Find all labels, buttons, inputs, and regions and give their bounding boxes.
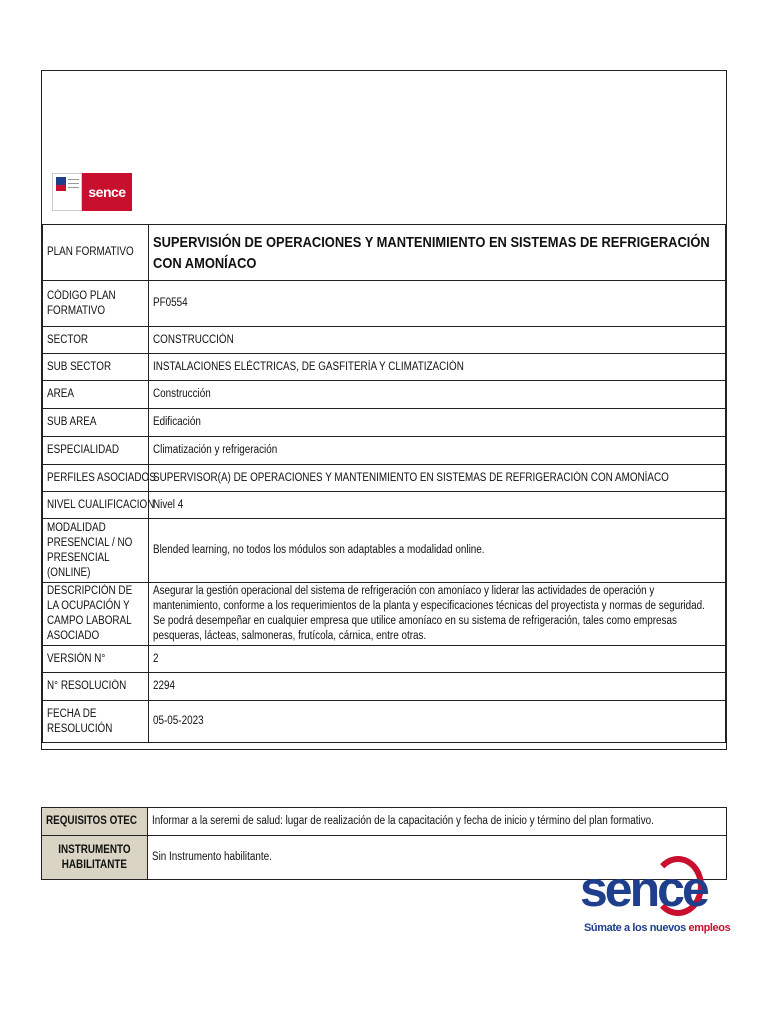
table-row xyxy=(43,673,726,701)
row-value: Climatización y refrigeración xyxy=(149,437,726,465)
sence-logo-small xyxy=(52,173,132,211)
row-label: SECTOR xyxy=(43,327,149,354)
table-row xyxy=(43,519,726,583)
row-label: SUB AREA xyxy=(43,409,149,437)
row-value: 05-05-2023 xyxy=(149,701,726,743)
row-value: Edificación xyxy=(149,409,726,437)
row-value: PF0554 xyxy=(149,281,726,327)
row-label: FECHA DE RESOLUCIÓN xyxy=(43,701,149,743)
logo-wordmark: sence xyxy=(580,861,707,917)
table-row xyxy=(43,701,726,743)
row-label: REQUISITOS OTEC xyxy=(42,808,148,836)
row-value: Construcción xyxy=(149,381,726,409)
table-row xyxy=(43,409,726,437)
row-value: 2 xyxy=(149,646,726,673)
table-row xyxy=(43,646,726,673)
row-value: CONSTRUCCIÓN xyxy=(149,327,726,354)
sence-logo xyxy=(580,856,731,942)
row-label: VERSIÓN N° xyxy=(43,646,149,673)
row-label: N° RESOLUCIÓN xyxy=(43,673,149,701)
row-value: Asegurar la gestión operacional del sistema de refrigeración con amoníaco y liderar las actividades de operación y mantenimiento, conforme a los requerimientos de la planta y especificaciones técnicas del proyectista y normas de seguridad. Se podrá desempeñar en cualquier empresa que utilice amoníaco en su sistema de refrigeración, tales como empresas pesqueras, lácteas, salmoneras, frutícola, cárnica, entre otras. xyxy=(149,583,726,646)
row-value: Sin Instrumento habilitante. xyxy=(148,836,727,880)
table-row xyxy=(43,492,726,519)
table-row xyxy=(42,808,727,836)
row-label: NIVEL CUALIFICACION xyxy=(43,492,149,519)
row-value: Nivel 4 xyxy=(149,492,726,519)
row-label: AREA xyxy=(43,381,149,409)
plan-card xyxy=(41,70,727,750)
row-value: Blended learning, no todos los módulos son adaptables a modalidad online. xyxy=(149,519,726,583)
table-row xyxy=(43,327,726,354)
table-row xyxy=(43,225,726,281)
row-value: 2294 xyxy=(149,673,726,701)
row-value: SUPERVISOR(A) DE OPERACIONES Y MANTENIMIENTO EN SISTEMAS DE REFRIGERACIÓN CON AMONÍACO xyxy=(149,465,726,492)
row-label: SUB SECTOR xyxy=(43,354,149,381)
logo-wordmark: sence xyxy=(82,173,132,211)
row-label: PLAN FORMATIVO xyxy=(43,225,149,281)
row-label: PERFILES ASOCIADOS xyxy=(43,465,149,492)
logo-tagline: Súmate a los nuevos empleos xyxy=(584,922,731,934)
row-label: INSTRUMENTO HABILITANTE xyxy=(42,836,148,880)
table-row xyxy=(43,381,726,409)
plan-title: SUPERVISIÓN DE OPERACIONES Y MANTENIMIENTO EN SISTEMAS DE REFRIGERACIÓN CON AMONÍACO xyxy=(149,225,726,281)
table-row xyxy=(43,583,726,646)
government-emblem-icon xyxy=(52,173,82,211)
row-value: Informar a la seremi de salud: lugar de realización de la capacitación y fecha de inicio y término del plan formativo. xyxy=(148,808,727,836)
row-value: INSTALACIONES ELÉCTRICAS, DE GASFITERÍA Y CLIMATIZACIÓN xyxy=(149,354,726,381)
row-label: MODALIDAD PRESENCIAL / NO PRESENCIAL (ONLINE) xyxy=(43,519,149,583)
row-label: CÓDIGO PLAN FORMATIVO xyxy=(43,281,149,327)
row-label: ESPECIALIDAD xyxy=(43,437,149,465)
table-row xyxy=(43,437,726,465)
table-row xyxy=(43,465,726,492)
row-label: DESCRIPCIÓN DE LA OCUPACIÓN Y CAMPO LABORAL ASOCIADO xyxy=(43,583,149,646)
table-row xyxy=(43,281,726,327)
plan-table xyxy=(42,224,726,743)
table-row xyxy=(43,354,726,381)
